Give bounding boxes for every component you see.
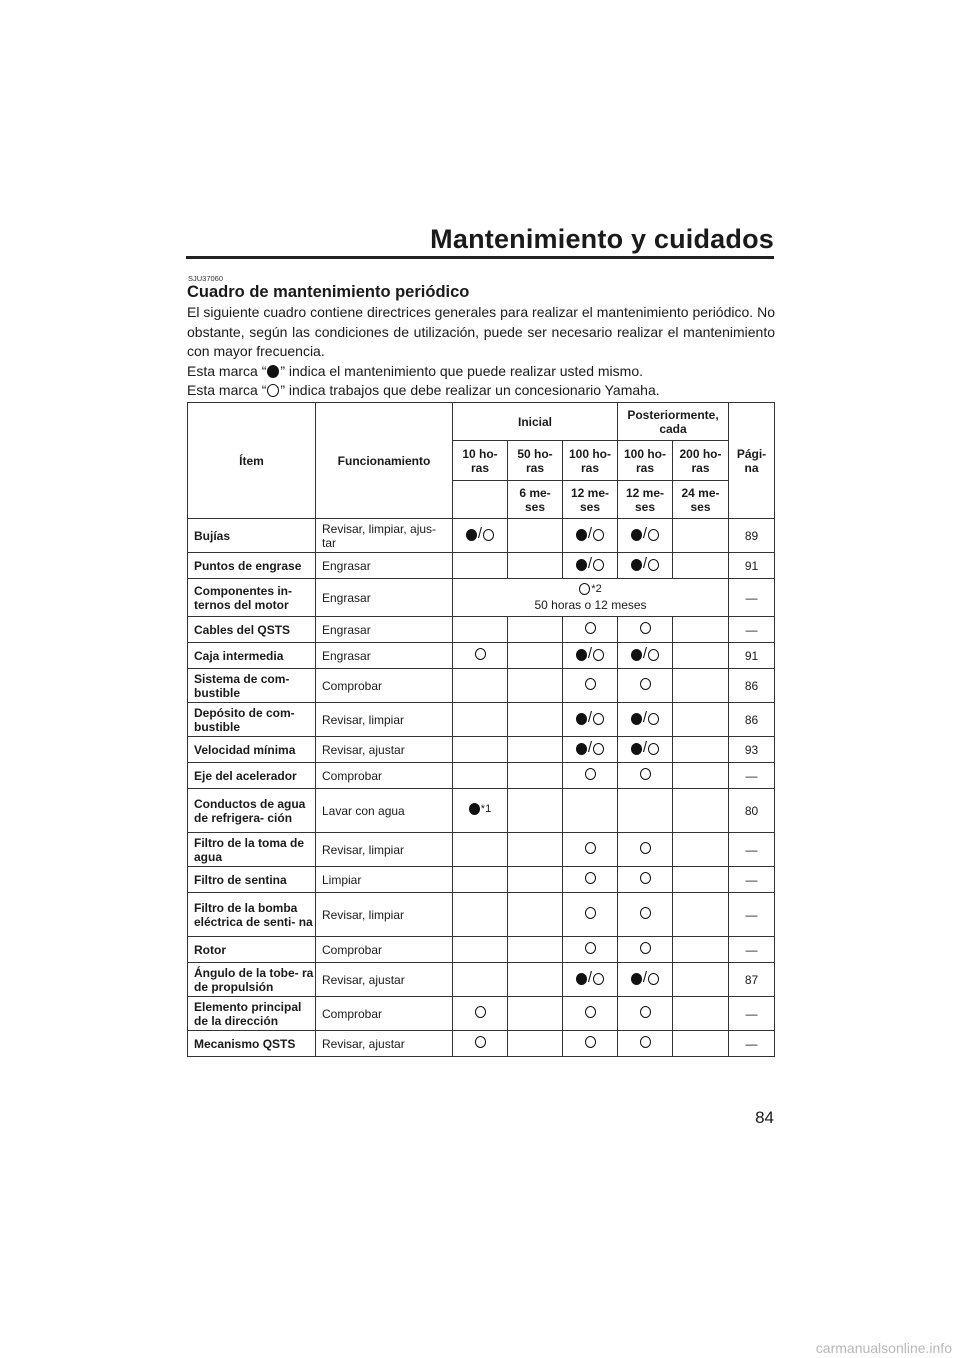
open-circle-icon bbox=[585, 842, 596, 854]
dealer-mark bbox=[585, 1006, 596, 1018]
row-operation: Lavar con agua bbox=[316, 789, 453, 833]
page-number: 84 bbox=[755, 1108, 774, 1127]
row-operation: Revisar, limpiar, ajus- tar bbox=[316, 519, 453, 553]
dealer-mark bbox=[640, 622, 651, 634]
table-row bbox=[188, 963, 775, 997]
open-circle-icon bbox=[640, 907, 651, 919]
open-circle-icon bbox=[585, 942, 596, 954]
row-page: 91 bbox=[729, 643, 775, 669]
row-item: Conductos de agua de refrigera- ción bbox=[188, 789, 316, 833]
row-operation: Revisar, ajustar bbox=[316, 963, 453, 997]
filled-circle-icon bbox=[466, 529, 477, 541]
self-or-dealer-mark bbox=[576, 968, 604, 986]
table-row bbox=[188, 737, 775, 763]
header-hours: 200 ho- ras bbox=[673, 441, 729, 481]
open-circle-icon bbox=[640, 768, 651, 780]
interval-cell bbox=[453, 553, 508, 579]
interval-cell bbox=[563, 617, 618, 643]
interval-cell bbox=[618, 669, 673, 703]
filled-circle-icon bbox=[576, 743, 587, 755]
slash-separator: / bbox=[587, 738, 593, 756]
open-circle-icon bbox=[648, 743, 659, 755]
table-row bbox=[188, 833, 775, 867]
dealer-mark bbox=[585, 942, 596, 954]
interval-cell bbox=[673, 763, 729, 789]
interval-cell bbox=[508, 643, 563, 669]
legend-line-self bbox=[187, 362, 775, 382]
interval-cell bbox=[453, 937, 508, 963]
interval-cell bbox=[618, 737, 673, 763]
row-item: Depósito de com- bustible bbox=[188, 703, 316, 737]
interval-cell bbox=[563, 643, 618, 669]
open-circle-icon bbox=[640, 678, 651, 690]
open-circle-icon bbox=[640, 872, 651, 884]
row-item: Puntos de engrase bbox=[188, 553, 316, 579]
interval-cell bbox=[453, 643, 508, 669]
legend-suffix: ” indica el mantenimiento que puede realizar usted mismo. bbox=[280, 362, 643, 379]
open-circle-icon bbox=[593, 743, 604, 755]
self-or-dealer-mark bbox=[576, 524, 604, 542]
row-operation: Revisar, ajustar bbox=[316, 1031, 453, 1057]
self-or-dealer-mark bbox=[631, 738, 659, 756]
slash-separator: / bbox=[642, 554, 648, 572]
open-circle-icon bbox=[585, 872, 596, 884]
interval-cell bbox=[673, 737, 729, 763]
self-or-dealer-mark bbox=[576, 708, 604, 726]
row-item: Rotor bbox=[188, 937, 316, 963]
row-operation: Comprobar bbox=[316, 763, 453, 789]
open-circle-icon bbox=[640, 1036, 651, 1048]
row-page: — bbox=[729, 833, 775, 867]
header-page: Pági- na bbox=[729, 403, 775, 519]
slash-separator: / bbox=[587, 524, 593, 542]
open-circle-icon bbox=[483, 529, 494, 541]
interval-cell bbox=[618, 997, 673, 1031]
interval-cell bbox=[673, 893, 729, 937]
open-circle-icon bbox=[648, 529, 659, 541]
row-operation: Engrasar bbox=[316, 643, 453, 669]
slash-separator: / bbox=[642, 738, 648, 756]
interval-cell bbox=[453, 669, 508, 703]
open-circle-icon bbox=[475, 1036, 486, 1048]
interval-cell bbox=[618, 833, 673, 867]
header-hours: 100 ho- ras bbox=[618, 441, 673, 481]
interval-cell bbox=[453, 763, 508, 789]
intro-paragraph: El siguiente cuadro contiene directrices generales para realizar el mantenimiento periódico. No obstante, según las condiciones de utilización, puede ser necesario realizar el mantenimiento con mayor frecuencia. bbox=[187, 304, 775, 360]
open-circle-icon bbox=[585, 768, 596, 780]
interval-cell bbox=[508, 669, 563, 703]
interval-cell bbox=[508, 737, 563, 763]
filled-circle-icon bbox=[576, 713, 587, 725]
maintenance-table bbox=[187, 402, 775, 1057]
interval-note: 50 horas o 12 meses bbox=[534, 598, 647, 612]
interval-cell bbox=[563, 997, 618, 1031]
open-circle-icon bbox=[648, 649, 659, 661]
table-row bbox=[188, 643, 775, 669]
interval-cell bbox=[508, 963, 563, 997]
interval-cell bbox=[673, 833, 729, 867]
open-circle-icon bbox=[640, 942, 651, 954]
self-or-dealer-mark bbox=[631, 708, 659, 726]
row-operation: Limpiar bbox=[316, 867, 453, 893]
row-interval-span bbox=[453, 579, 729, 617]
row-item: Filtro de la bomba eléctrica de senti- na bbox=[188, 893, 316, 937]
table-row bbox=[188, 893, 775, 937]
table-row bbox=[188, 617, 775, 643]
header-operation: Funcionamiento bbox=[316, 403, 453, 519]
slash-separator: / bbox=[642, 644, 648, 662]
dealer-mark bbox=[640, 907, 651, 919]
interval-cell bbox=[508, 833, 563, 867]
table-row bbox=[188, 703, 775, 737]
open-circle-icon bbox=[648, 973, 659, 985]
interval-cell bbox=[563, 963, 618, 997]
table-row bbox=[188, 789, 775, 833]
self-or-dealer-mark bbox=[631, 524, 659, 542]
row-page: — bbox=[729, 1031, 775, 1057]
interval-cell bbox=[453, 737, 508, 763]
header-thereafter: Posteriormente, cada bbox=[618, 403, 729, 441]
row-item: Filtro de sentina bbox=[188, 867, 316, 893]
filled-circle-icon bbox=[631, 713, 642, 725]
interval-cell bbox=[563, 703, 618, 737]
header-months: 24 me- ses bbox=[673, 481, 729, 519]
interval-cell bbox=[618, 703, 673, 737]
interval-cell bbox=[563, 867, 618, 893]
interval-cell bbox=[618, 937, 673, 963]
self-mark bbox=[469, 803, 491, 815]
interval-cell bbox=[508, 519, 563, 553]
open-circle-icon bbox=[475, 1006, 486, 1018]
dealer-mark bbox=[585, 872, 596, 884]
watermark: carmanualsonline.info bbox=[815, 1340, 952, 1356]
self-or-dealer-mark bbox=[466, 524, 494, 542]
interval-cell bbox=[453, 997, 508, 1031]
filled-circle-icon bbox=[631, 649, 642, 661]
row-page: 86 bbox=[729, 703, 775, 737]
interval-cell bbox=[673, 1031, 729, 1057]
row-operation: Comprobar bbox=[316, 669, 453, 703]
footnote-ref: *1 bbox=[480, 803, 492, 815]
interval-cell bbox=[453, 963, 508, 997]
table-row bbox=[188, 937, 775, 963]
interval-cell bbox=[508, 703, 563, 737]
interval-cell bbox=[563, 1031, 618, 1057]
header-months bbox=[453, 481, 508, 519]
dealer-mark bbox=[640, 1006, 651, 1018]
self-or-dealer-mark bbox=[631, 644, 659, 662]
interval-cell bbox=[618, 867, 673, 893]
self-or-dealer-mark bbox=[576, 644, 604, 662]
row-page: 93 bbox=[729, 737, 775, 763]
filled-circle-icon bbox=[469, 803, 480, 815]
self-or-dealer-mark bbox=[631, 554, 659, 572]
interval-cell bbox=[673, 553, 729, 579]
row-page: 89 bbox=[729, 519, 775, 553]
row-operation: Revisar, limpiar bbox=[316, 893, 453, 937]
slash-separator: / bbox=[477, 524, 483, 542]
row-page: 87 bbox=[729, 963, 775, 997]
interval-cell bbox=[618, 963, 673, 997]
legend-prefix: Esta marca “ bbox=[187, 362, 267, 379]
row-page: 80 bbox=[729, 789, 775, 833]
row-operation: Engrasar bbox=[316, 579, 453, 617]
interval-cell bbox=[618, 643, 673, 669]
section-title: Cuadro de mantenimiento periódico bbox=[187, 283, 470, 301]
table-row bbox=[188, 867, 775, 893]
header-hours: 50 ho- ras bbox=[508, 441, 563, 481]
table-row bbox=[188, 997, 775, 1031]
filled-circle-icon bbox=[267, 365, 279, 378]
header-initial: Inicial bbox=[453, 403, 618, 441]
self-or-dealer-mark bbox=[576, 554, 604, 572]
row-operation: Engrasar bbox=[316, 617, 453, 643]
interval-cell bbox=[508, 867, 563, 893]
interval-cell bbox=[673, 617, 729, 643]
table-row bbox=[188, 669, 775, 703]
slash-separator: / bbox=[587, 708, 593, 726]
open-circle-icon bbox=[593, 559, 604, 571]
dealer-mark bbox=[475, 1036, 486, 1048]
open-circle-icon bbox=[593, 529, 604, 541]
interval-cell bbox=[618, 1031, 673, 1057]
interval-cell bbox=[508, 937, 563, 963]
interval-cell bbox=[508, 789, 563, 833]
dealer-mark bbox=[640, 768, 651, 780]
dealer-mark bbox=[475, 648, 486, 660]
interval-cell bbox=[673, 963, 729, 997]
interval-cell bbox=[563, 763, 618, 789]
open-circle-icon bbox=[640, 842, 651, 854]
filled-circle-icon bbox=[631, 743, 642, 755]
header-months: 12 me- ses bbox=[563, 481, 618, 519]
open-circle-icon bbox=[585, 907, 596, 919]
dealer-mark bbox=[585, 1036, 596, 1048]
table-row bbox=[188, 519, 775, 553]
interval-cell bbox=[453, 519, 508, 553]
filled-circle-icon bbox=[576, 529, 587, 541]
self-or-dealer-mark bbox=[631, 968, 659, 986]
interval-cell bbox=[673, 643, 729, 669]
open-circle-icon bbox=[593, 713, 604, 725]
interval-cell bbox=[673, 669, 729, 703]
dealer-mark bbox=[640, 872, 651, 884]
interval-cell bbox=[673, 789, 729, 833]
header-months: 12 me- ses bbox=[618, 481, 673, 519]
row-item: Sistema de com- bustible bbox=[188, 669, 316, 703]
row-item: Eje del acelerador bbox=[188, 763, 316, 789]
row-page: — bbox=[729, 937, 775, 963]
interval-cell bbox=[563, 937, 618, 963]
dealer-mark bbox=[585, 768, 596, 780]
interval-cell bbox=[508, 617, 563, 643]
filled-circle-icon bbox=[576, 973, 587, 985]
dealer-mark bbox=[640, 678, 651, 690]
row-item: Velocidad mínima bbox=[188, 737, 316, 763]
row-operation: Engrasar bbox=[316, 553, 453, 579]
interval-cell bbox=[453, 893, 508, 937]
interval-cell bbox=[453, 789, 508, 833]
footnote-ref: *2 bbox=[591, 583, 602, 595]
open-circle-icon bbox=[593, 649, 604, 661]
interval-cell bbox=[673, 867, 729, 893]
row-item: Componentes in- ternos del motor bbox=[188, 579, 316, 617]
dealer-mark bbox=[640, 842, 651, 854]
interval-cell bbox=[563, 669, 618, 703]
row-operation: Revisar, limpiar bbox=[316, 833, 453, 867]
row-page: — bbox=[729, 763, 775, 789]
slash-separator: / bbox=[587, 554, 593, 572]
row-item: Caja intermedia bbox=[188, 643, 316, 669]
interval-cell bbox=[618, 553, 673, 579]
dealer-mark bbox=[585, 622, 596, 634]
dealer-mark bbox=[585, 842, 596, 854]
dealer-mark bbox=[475, 1006, 486, 1018]
interval-cell bbox=[563, 789, 618, 833]
row-page: — bbox=[729, 617, 775, 643]
legend-line-dealer bbox=[187, 381, 775, 401]
interval-cell bbox=[618, 617, 673, 643]
interval-cell bbox=[563, 519, 618, 553]
interval-cell bbox=[618, 519, 673, 553]
interval-cell bbox=[673, 937, 729, 963]
interval-cell bbox=[563, 737, 618, 763]
dealer-mark bbox=[579, 583, 601, 595]
open-circle-icon bbox=[640, 1006, 651, 1018]
interval-cell bbox=[673, 997, 729, 1031]
row-operation: Comprobar bbox=[316, 937, 453, 963]
row-page: — bbox=[729, 893, 775, 937]
row-operation: Comprobar bbox=[316, 997, 453, 1031]
slash-separator: / bbox=[642, 524, 648, 542]
interval-cell bbox=[618, 763, 673, 789]
legend-prefix: Esta marca “ bbox=[187, 382, 267, 399]
header-months: 6 me- ses bbox=[508, 481, 563, 519]
filled-circle-icon bbox=[631, 973, 642, 985]
table-row bbox=[188, 579, 775, 617]
interval-cell bbox=[618, 789, 673, 833]
interval-cell bbox=[673, 519, 729, 553]
page-title: Mantenimiento y cuidados bbox=[430, 224, 774, 254]
table-row bbox=[188, 1031, 775, 1057]
row-item: Ángulo de la tobe- ra de propulsión bbox=[188, 963, 316, 997]
interval-cell bbox=[508, 997, 563, 1031]
filled-circle-icon bbox=[576, 649, 587, 661]
header-hours: 100 ho- ras bbox=[563, 441, 618, 481]
table-row bbox=[188, 553, 775, 579]
row-page: 91 bbox=[729, 553, 775, 579]
interval-cell bbox=[563, 553, 618, 579]
self-or-dealer-mark bbox=[576, 738, 604, 756]
interval-cell bbox=[563, 893, 618, 937]
interval-cell bbox=[453, 617, 508, 643]
open-circle-icon bbox=[585, 1036, 596, 1048]
row-item: Mecanismo QSTS bbox=[188, 1031, 316, 1057]
dealer-mark bbox=[640, 1036, 651, 1048]
slash-separator: / bbox=[642, 968, 648, 986]
filled-circle-icon bbox=[631, 559, 642, 571]
open-circle-icon bbox=[585, 678, 596, 690]
open-circle-icon bbox=[579, 583, 590, 595]
open-circle-icon bbox=[593, 973, 604, 985]
legend-suffix: ” indica trabajos que debe realizar un concesionario Yamaha. bbox=[280, 382, 660, 399]
filled-circle-icon bbox=[631, 529, 642, 541]
open-circle-icon bbox=[585, 622, 596, 634]
row-operation: Revisar, limpiar bbox=[316, 703, 453, 737]
open-circle-icon bbox=[585, 1006, 596, 1018]
interval-cell bbox=[508, 763, 563, 789]
interval-cell bbox=[453, 1031, 508, 1057]
header-item: Ítem bbox=[188, 403, 316, 519]
title-rule bbox=[186, 256, 774, 259]
slash-separator: / bbox=[642, 708, 648, 726]
interval-cell bbox=[508, 1031, 563, 1057]
open-circle-icon bbox=[475, 648, 486, 660]
open-circle-icon bbox=[640, 622, 651, 634]
interval-cell bbox=[508, 553, 563, 579]
slash-separator: / bbox=[587, 644, 593, 662]
open-circle-icon bbox=[267, 384, 279, 397]
row-item: Cables del QSTS bbox=[188, 617, 316, 643]
dealer-mark bbox=[585, 678, 596, 690]
row-operation: Revisar, ajustar bbox=[316, 737, 453, 763]
intro-block bbox=[187, 303, 775, 401]
interval-cell bbox=[453, 833, 508, 867]
header-hours: 10 ho- ras bbox=[453, 441, 508, 481]
slash-separator: / bbox=[587, 968, 593, 986]
dealer-mark bbox=[640, 942, 651, 954]
interval-cell bbox=[453, 867, 508, 893]
dealer-mark bbox=[585, 907, 596, 919]
interval-cell bbox=[508, 893, 563, 937]
open-circle-icon bbox=[648, 559, 659, 571]
interval-cell bbox=[563, 833, 618, 867]
interval-cell bbox=[453, 703, 508, 737]
row-item: Filtro de la toma de agua bbox=[188, 833, 316, 867]
row-page: — bbox=[729, 997, 775, 1031]
interval-cell bbox=[673, 703, 729, 737]
row-page: — bbox=[729, 579, 775, 617]
row-item: Bujías bbox=[188, 519, 316, 553]
open-circle-icon bbox=[648, 713, 659, 725]
interval-cell bbox=[618, 893, 673, 937]
section-code: SJU37060 bbox=[188, 274, 224, 283]
row-page: — bbox=[729, 867, 775, 893]
filled-circle-icon bbox=[576, 559, 587, 571]
table-row bbox=[188, 763, 775, 789]
row-page: 86 bbox=[729, 669, 775, 703]
row-item: Elemento principal de la dirección bbox=[188, 997, 316, 1031]
